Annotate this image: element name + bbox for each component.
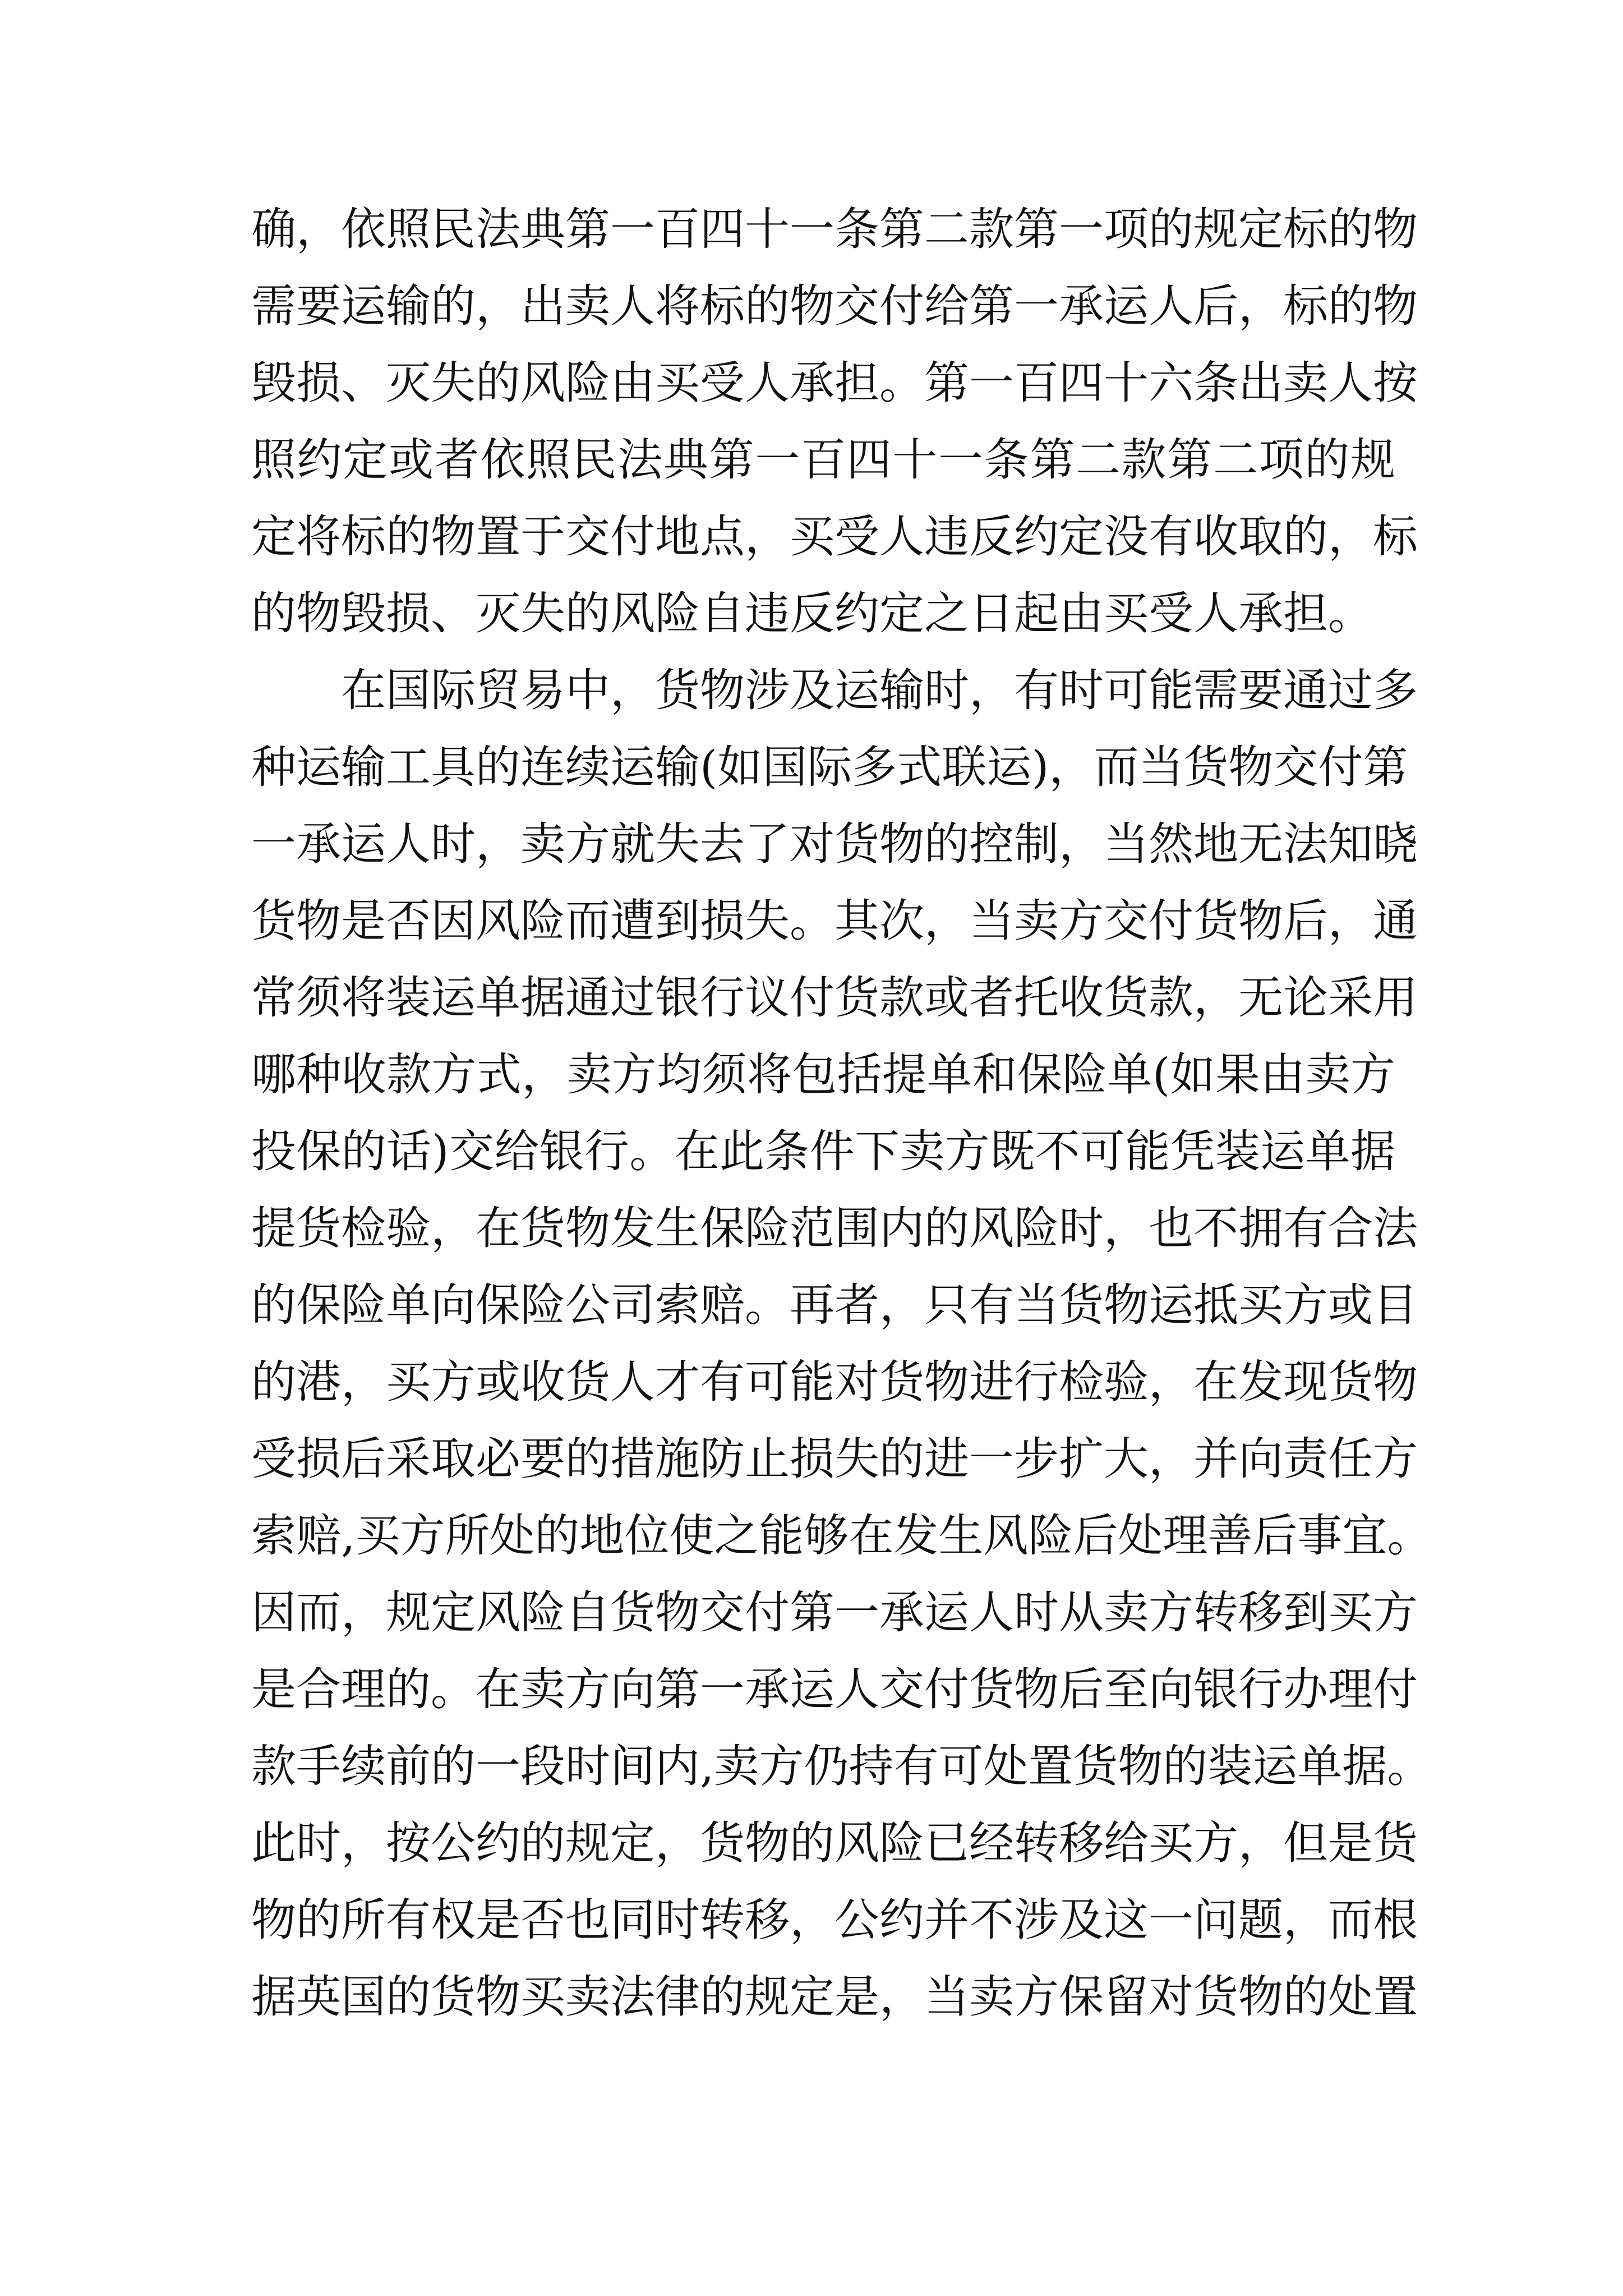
text-line: 货物是否因风险而遭到损失。其次，当卖方交付货物后，通 [251,895,1418,947]
body-text [251,191,1432,2035]
text-line: 照约定或者依照民法典第一百四十一条第二款第二项的规 [251,434,1395,486]
text-line: 需要运输的，出卖人将标的物交付给第一承运人后，标的物 [251,280,1418,332]
text-line: 确，依照民法典第一百四十一条第二款第一项的规定标的物 [251,203,1418,255]
text-line: 是合理的。在卖方向第一承运人交付货物后至向银行办理付 [251,1663,1418,1715]
text-line: 的物毁损、灭失的风险自违反约定之日起由买受人承担。 [251,587,1373,639]
text-line: 提货检验，在货物发生保险范围内的风险时，也不拥有合法 [251,1202,1418,1254]
text-line: 毁损、灭失的风险由买受人承担。第一百四十六条出卖人按 [251,357,1418,409]
text-line: 的港，买方或收货人才有可能对货物进行检验，在发现货物 [251,1356,1418,1408]
text-line: 投保的话)交给银行。在此条件下卖方既不可能凭装运单据 [251,1125,1395,1177]
text-line: 据英国的货物买卖法律的规定是，当卖方保留对货物的处置 [251,1971,1418,2023]
text-line: 哪种收款方式，卖方均须将包括提单和保险单(如果由卖方 [251,1048,1395,1101]
text-line: 常须将装运单据通过银行议付货款或者托收货款，无论采用 [251,972,1418,1024]
text-line: 种运输工具的连续运输(如国际多式联运)，而当货物交付第 [251,741,1408,793]
text-line: 索赔,买方所处的地位使之能够在发生风险后处理善后事宜。 [251,1510,1432,1562]
paragraph-start-line: 在国际贸易中，货物涉及运输时，有时可能需要通过多 [341,664,1418,716]
text-line: 此时，按公约的规定，货物的风险已经转移给买方，但是货 [251,1817,1418,1869]
text-line: 定将标的物置于交付地点，买受人违反约定没有收取的，标 [251,510,1418,563]
text-line: 的保险单向保险公司索赔。再者，只有当货物运抵买方或目 [251,1279,1418,1331]
text-line: 款手续前的一段时间内,卖方仍持有可处置货物的装运单据。 [251,1740,1432,1792]
text-line: 一承运人时，卖方就失去了对货物的控制，当然地无法知晓 [251,818,1418,870]
text-line: 物的所有权是否也同时转移，公约并不涉及这一问题，而根 [251,1894,1418,1946]
text-line: 因而，规定风险自货物交付第一承运人时从卖方转移到买方 [251,1586,1418,1639]
text-line: 受损后采取必要的措施防止损失的进一步扩大，并向责任方 [251,1433,1418,1485]
